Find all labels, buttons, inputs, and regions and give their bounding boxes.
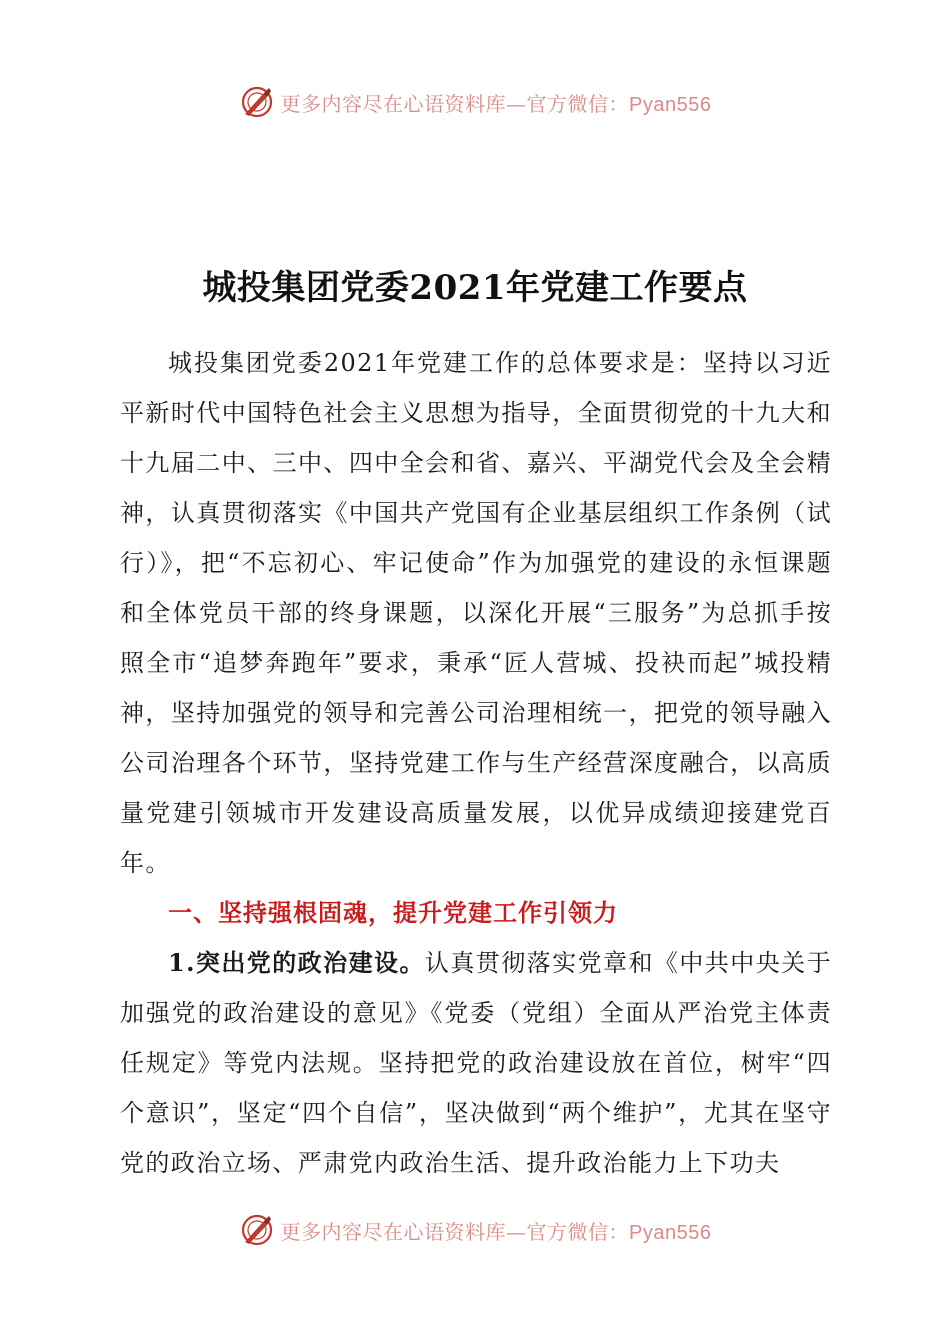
watermark-text: 更多内容尽在心语资料库—官方微信：Pyan556 bbox=[280, 1219, 712, 1244]
section-heading-1: 一、坚持强根固魂，提升党建工作引领力 bbox=[168, 899, 618, 927]
document-body bbox=[120, 338, 832, 1188]
item-1-heading: 1.突出党的政治建设。 bbox=[168, 948, 425, 977]
item-1-text: 认真贯彻落实党章和《中共中央关于加强党的政治建设的意见》《党委（党组）全面从严治党主体责任规定》等党内法规。坚持把党的政治建设放在首位，树牢“四个意识”，坚定“四个自信”，坚决做到“两个维护”，尤其在坚守党的政治立场、严肃党内政治生活、提升政治能力上下功夫 bbox=[120, 949, 832, 1177]
watermark-banner-top bbox=[0, 84, 950, 120]
watermark-banner-bottom bbox=[0, 1212, 950, 1248]
pen-circle-logo-icon bbox=[239, 1212, 275, 1248]
watermark-text: 更多内容尽在心语资料库—官方微信：Pyan556 bbox=[280, 91, 712, 116]
document-title: 城投集团党委2021年党建工作要点 bbox=[202, 268, 748, 308]
intro-paragraph: 城投集团党委2021年党建工作的总体要求是：坚持以习近平新时代中国特色社会主义思想为指导，全面贯彻党的十九大和十九届二中、三中、四中全会和省、嘉兴、平湖党代会及全会精神，认真贯彻落实《中国共产党国有企业基层组织工作条例（试行）》，把“不忘初心、牢记使命”作为加强党的建设的永恒课题和全体党员干部的终身课题，以深化开展“三服务”为总抓手按照全市“追梦奔跑年”要求，秉承“匠人营城、投袂而起”城投精神，坚持加强党的领导和完善公司治理相统一，把党的领导融入公司治理各个环节，坚持党建工作与生产经营深度融合，以高质量党建引领城市开发建设高质量发展，以优异成绩迎接建党百年。 bbox=[120, 349, 832, 877]
pen-circle-logo-icon bbox=[239, 84, 275, 120]
item-1-paragraph bbox=[120, 938, 832, 1188]
